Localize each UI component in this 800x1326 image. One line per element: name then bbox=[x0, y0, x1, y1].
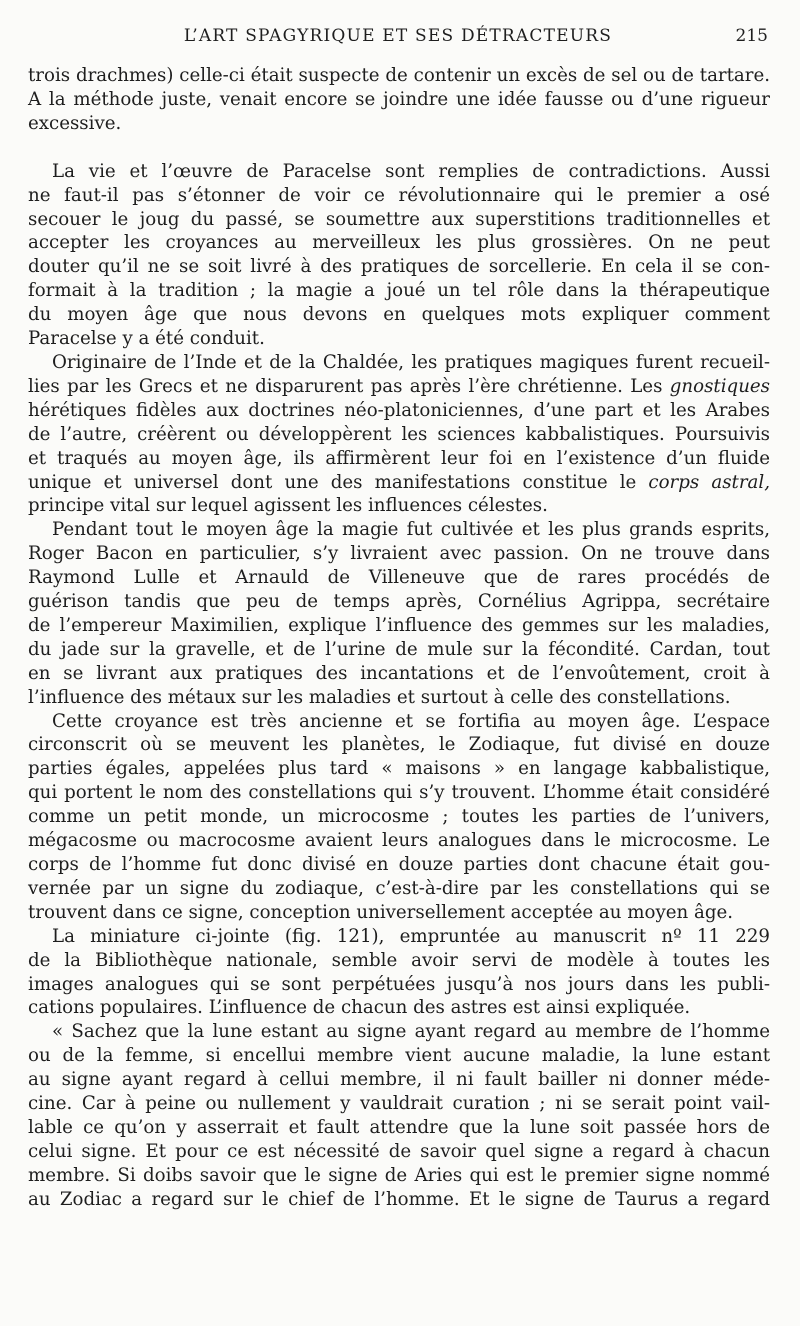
text-line: comme un petit monde, un microcosme ; toutes les parties de l’univers, bbox=[28, 806, 770, 828]
text-line: de l’empereur Maximilien, explique l’influence des gemmes sur les maladies, bbox=[28, 614, 770, 636]
text-line: guérison tandis que peu de temps après, Cornélius Agrippa, secrétaire bbox=[28, 591, 770, 613]
text-line: A la méthode juste, venait encore se joindre une idée fausse ou d’une rigueur bbox=[28, 88, 770, 110]
text-line: corps de l’homme fut donc divisé en douze parties dont chacune était gou- bbox=[28, 854, 770, 875]
text-line: Originaire de l’Inde et de la Chaldée, les pratiques magiques furent recueil- bbox=[52, 351, 770, 373]
text-line: Pendant tout le moyen âge la magie fut cultivée et les plus grands esprits, bbox=[52, 519, 770, 541]
text-line: accepter les croyances au merveilleux les plus grossières. On ne peut bbox=[28, 232, 770, 254]
text-line: Roger Bacon en particulier, s’y livraient avec passion. On ne trouve dans bbox=[28, 543, 770, 565]
italic-term: corps astral, bbox=[648, 471, 770, 493]
paragraph-4 bbox=[28, 518, 770, 709]
text-line: en se livrant aux pratiques des incantations et de l’envoûtement, croit à bbox=[28, 662, 770, 684]
text-line: principe vital sur lequel agissent les influences célestes. bbox=[28, 495, 548, 517]
paragraph-3 bbox=[28, 351, 770, 518]
paragraph-7-quotation bbox=[28, 1020, 770, 1211]
text-line: l’influence des métaux sur les maladies et surtout à celle des constellations. bbox=[28, 686, 731, 708]
text-line: ne faut-il pas s’étonner de voir ce révolutionnaire qui le premier a osé bbox=[28, 184, 770, 206]
text-line: trois drachmes) celle-ci était suspecte de contenir un excès de sel ou de tartare. bbox=[28, 65, 770, 86]
text-line: au Zodiac a regard sur le chief de l’homme. Et le signe de Taurus a regard bbox=[28, 1188, 770, 1210]
text-line: cine. Car à peine ou nullement y vauldrait curation ; ni se serait point vail- bbox=[28, 1093, 770, 1115]
text-line: Cette croyance est très ancienne et se fortifia au moyen âge. L’espace bbox=[52, 710, 770, 732]
text-line: secouer le joug du passé, se soumettre aux superstitions traditionnelles et bbox=[28, 208, 770, 230]
paragraph-2 bbox=[28, 160, 770, 351]
text-line: Paracelse y a été conduit. bbox=[28, 328, 265, 350]
text-line: images analogues qui se sont perpétuées jusqu’à nos jours dans les publi- bbox=[28, 973, 770, 995]
running-head bbox=[28, 26, 768, 54]
text-line: celui signe. Et pour ce est nécessité de savoir quel signe a regard à chacun bbox=[28, 1140, 770, 1162]
text-line: mégacosme ou macrocosme avaient leurs analogues dans le microcosme. Le bbox=[28, 830, 770, 852]
text-line: circonscrit où se meuvent les planètes, le Zodiaque, fut divisé en douze bbox=[28, 734, 770, 756]
italic-term: gnostiques bbox=[669, 375, 770, 397]
text-line: Raymond Lulle et Arnauld de Villeneuve que de rares procédés de bbox=[28, 567, 770, 589]
text-line: au signe ayant regard à cellui membre, il ni fault bailler ni donner méde- bbox=[28, 1069, 770, 1091]
text-line: « Sachez que la lune estant au signe ayant regard au membre de l’homme bbox=[52, 1021, 770, 1043]
text-segment: unique et universel dont une des manifestations constitue le bbox=[28, 471, 649, 493]
page-number: 215 bbox=[735, 26, 768, 46]
text-line: qui portent le nom des constellations qui s’y trouvent. L’homme était considéré bbox=[28, 782, 770, 804]
paragraph-5 bbox=[28, 710, 770, 925]
text-line: ou de la femme, si encellui membre vient aucune maladie, la lune estant bbox=[28, 1045, 770, 1067]
text-line: vernée par un signe du zodiaque, c’est-à-dire par les constellations qui se bbox=[28, 877, 770, 899]
text-line: La miniature ci-jointe (fig. 121), empruntée au manuscrit nº 11 229 bbox=[52, 925, 770, 947]
text-line: cations populaires. L’influence de chacun des astres est ainsi expliquée. bbox=[28, 997, 691, 1019]
paragraph-6 bbox=[28, 925, 770, 1021]
text-line: de l’autre, créèrent ou développèrent les sciences kabbalistiques. Poursuivis bbox=[28, 423, 770, 445]
text-line: douter qu’il ne se soit livré à des pratiques de sorcellerie. En cela il se con- bbox=[28, 256, 770, 278]
text-line: de la Bibliothèque nationale, semble avoir servi de modèle à toutes les bbox=[28, 949, 770, 971]
text-line: excessive. bbox=[28, 112, 122, 134]
text-line: hérétiques fidèles aux doctrines néo-platoniciennes, d’une part et les Arabes bbox=[28, 399, 770, 421]
body-text bbox=[28, 64, 770, 1212]
running-title: L’ART SPAGYRIQUE ET SES DÉTRACTEURS bbox=[183, 26, 613, 46]
text-line: parties égales, appelées plus tard « maisons » en langage kabbalistique, bbox=[28, 758, 770, 780]
text-line: membre. Si doibs savoir que le signe de Aries qui est le premier signe nommé bbox=[28, 1164, 770, 1186]
text-line: du jade sur la gravelle, et de l’urine de mule sur la fécondité. Cardan, tout bbox=[28, 638, 770, 660]
text-line: et traqués au moyen âge, ils affirmèrent leur foi en l’existence d’un fluide bbox=[28, 447, 770, 469]
text-line: trouvent dans ce signe, conception universellement acceptée au moyen âge. bbox=[28, 901, 734, 923]
text-line bbox=[28, 471, 770, 495]
text-line: lable ce qu’on y asserrait et fault attendre que la lune soit passée hors de bbox=[28, 1116, 770, 1138]
paragraph-1 bbox=[28, 64, 770, 136]
text-line: du moyen âge que nous devons en quelques mots expliquer comment bbox=[28, 304, 770, 326]
text-segment: lies par les Grecs et ne disparurent pas après l’ère chrétienne. Les bbox=[28, 375, 670, 397]
text-line: formait à la tradition ; la magie a joué un tel rôle dans la thérapeutique bbox=[28, 280, 770, 302]
text-line: La vie et l’œuvre de Paracelse sont remplies de contradictions. Aussi bbox=[52, 160, 770, 182]
text-line bbox=[28, 375, 770, 399]
